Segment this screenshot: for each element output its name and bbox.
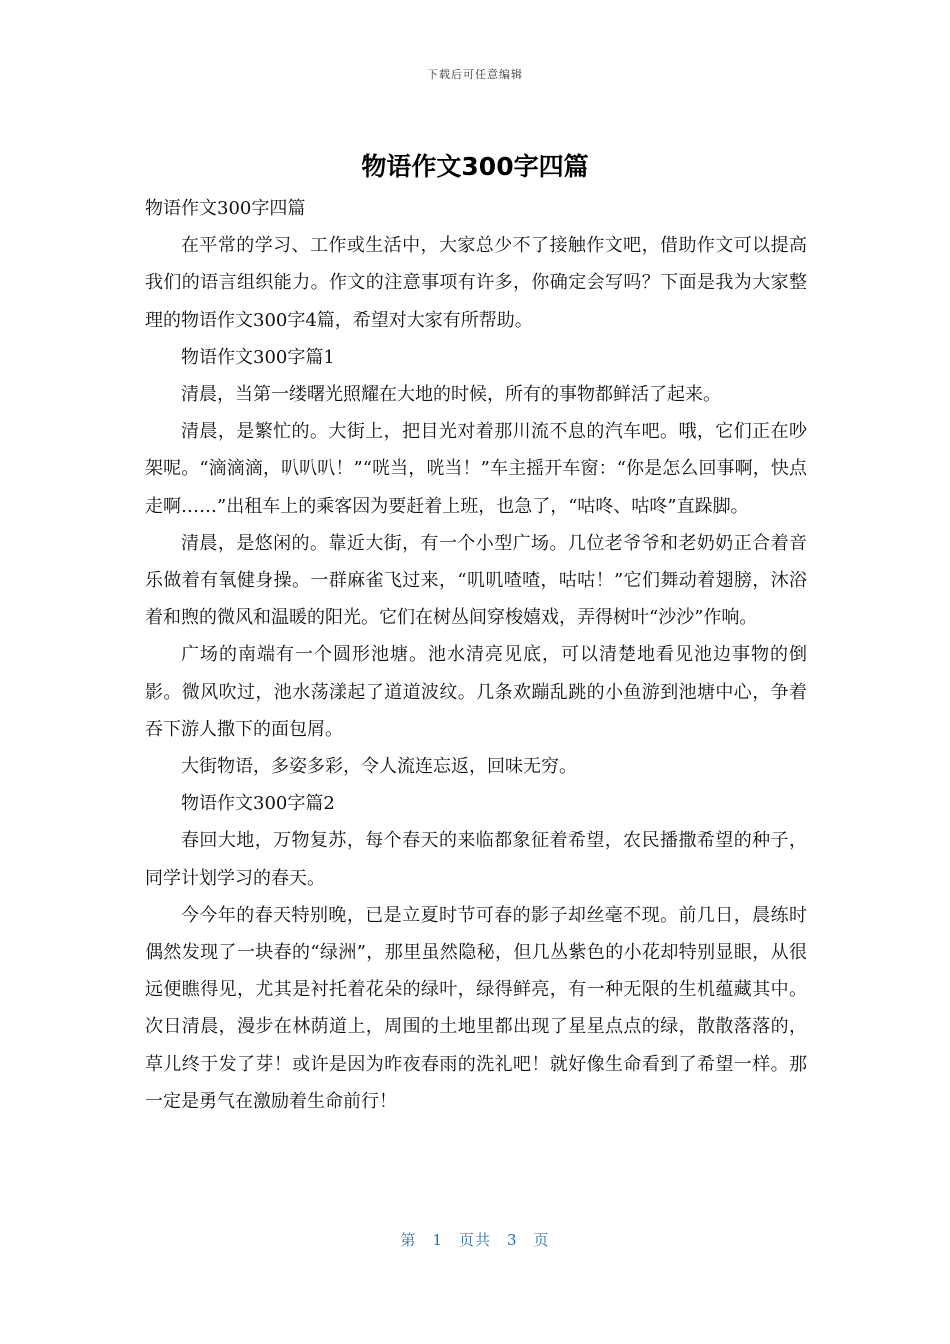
document-body (145, 190, 807, 1120)
page-number: 1 (432, 1231, 443, 1249)
section-heading-2: 物语作文300字篇2 (181, 793, 335, 815)
intro-paragraph: 在平常的学习、工作或生活中，大家总少不了接触作文吧，借助作文可以提高我们的语言组织能力。作文的注意事项有许多，你确定会写吗？下面是我为大家整理的物语作文300字4篇，希望对大家有所帮助。 (145, 235, 807, 331)
total-pages: 3 (507, 1231, 518, 1249)
subtitle-paragraph: 物语作文300字四篇 (145, 198, 306, 219)
paragraph: 春回大地，万物复苏，每个春天的来临都象征着希望，农民播撒希望的种子，同学计划学习的春天。 (145, 830, 807, 889)
document-title: 物语作文300字四篇 (361, 152, 589, 181)
paragraph: 清晨，是悠闲的。靠近大街，有一个小型广场。几位老爷爷和老奶奶正合着音乐做着有氧健身操。一群麻雀飞过来，“叽叽喳喳，咕咕！”它们舞动着翅膀，沐浴着和煦的微风和温暖的阳光。它们在树丛间穿梭嬉戏，弄得树叶“沙沙”作响。 (145, 532, 807, 629)
header-note: 下载后可任意编辑 (427, 68, 523, 81)
paragraph: 大街物语，多姿多彩，令人流连忘返，回味无穷。 (181, 756, 577, 778)
page-footer (0, 1229, 950, 1250)
paragraph: 今今年的春天特别晚，已是立夏时节可春的影子却丝毫不现。前几日，晨练时偶然发现了一块春的“绿洲”，那里虽然隐秘，但几丛紫色的小花却特别显眼，从很远便瞧得见，尤其是衬托着花朵的绿叶，绿得鲜亮，有一种无限的生机蕴藏其中。次日清晨，漫步在林荫道上，周围的土地里都出现了星星点点的绿，散散落落的，草儿终于发了芽！或许是因为昨夜春雨的洗礼吧！就好像生命看到了希望一样。那一定是勇气在激励着生命前行！ (145, 904, 807, 1112)
paragraph: 清晨，当第一缕曙光照耀在大地的时候，所有的事物都鲜活了起来。 (181, 384, 721, 406)
paragraph: 广场的南端有一个圆形池塘。池水清亮见底，可以清楚地看见池边事物的倒影。微风吹过，池水荡漾起了道道波纹。几条欢蹦乱跳的小鱼游到池塘中心，争着吞下游人撒下的面包屑。 (145, 644, 807, 740)
page-label: 第 (400, 1231, 417, 1249)
section-heading-1: 物语作文300字篇1 (181, 346, 335, 368)
page-label: 页共 (458, 1231, 491, 1249)
page-label: 页 (533, 1231, 550, 1249)
paragraph: 清晨，是繁忙的。大街上，把目光对着那川流不息的汽车吧。哦，它们正在吵架呢。“滴滴滴，叭叭叭！”“咣当，咣当！”车主摇开车窗：“你是怎么回事啊，快点走啊……”出租车上的乘客因为要赶着上班，也急了，“咕咚、咕咚”直跺脚。 (145, 421, 807, 517)
